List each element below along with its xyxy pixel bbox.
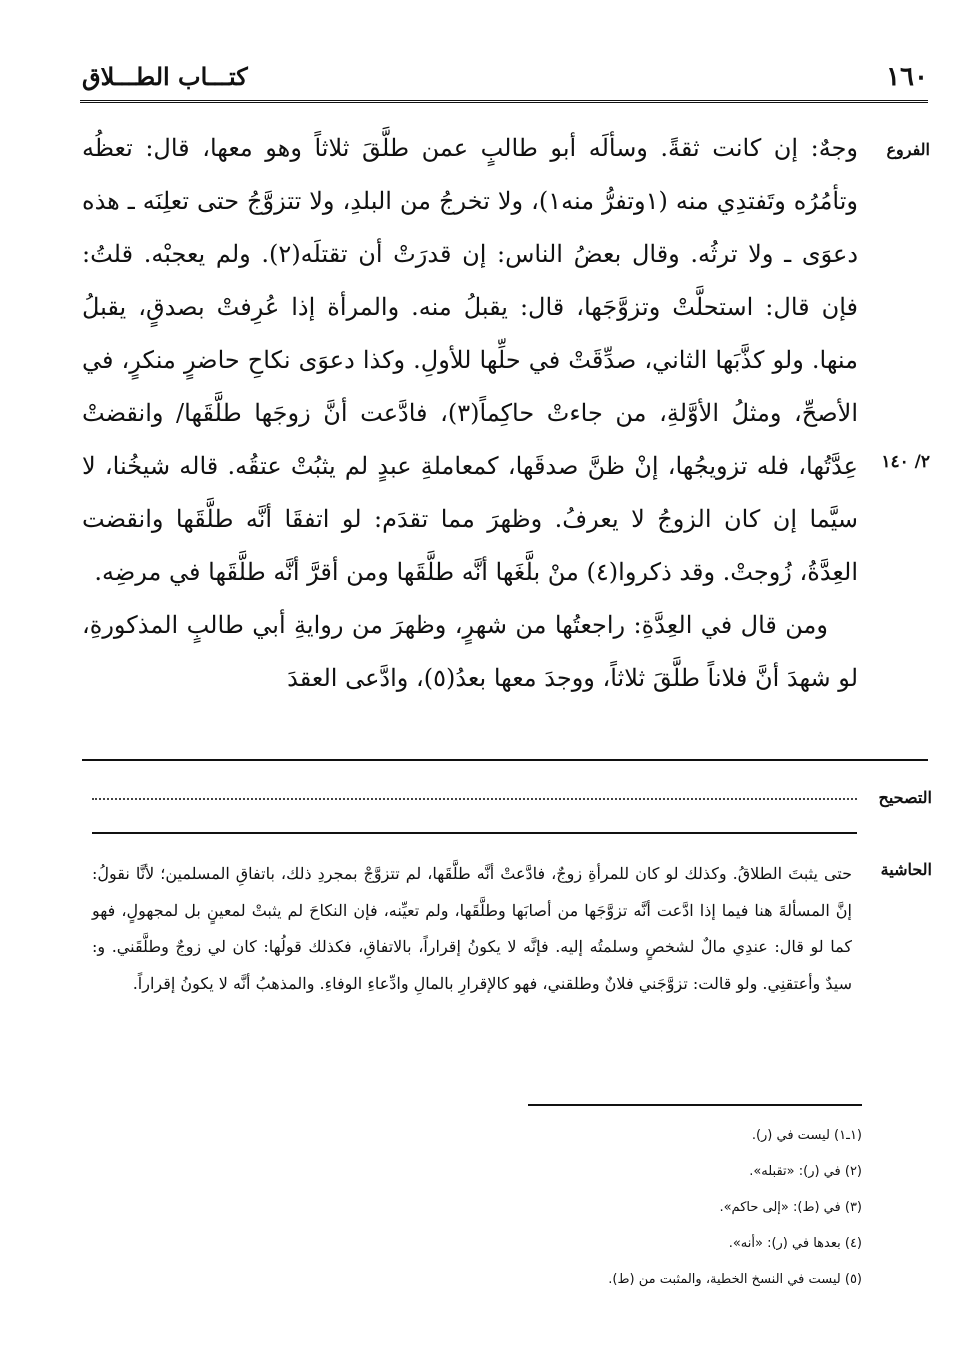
footnote: (٥) ليست في النسخ الخطية، والمثبت من (ط). bbox=[608, 1272, 862, 1287]
margin-reference: ٢/ ١٤٠ bbox=[881, 452, 930, 472]
header-divider bbox=[80, 100, 928, 103]
book-title: كتـــاب الطـــلاق bbox=[82, 62, 248, 91]
footnote: (٢) في (ر): «تقبله». bbox=[749, 1164, 862, 1179]
main-paragraph: وجهٌ: إن كانت ثقةً. وسألَه أبو طالبٍ عمن طلَّقَ ثلاثاً وهو معها، قال: تعظُه وتأمُرُه وتَفتدِي منه (١وتفرُّ منه١)، ولا تخرجُ من البلدِ، ولا تتزوَّجُ حتى تعلِنَه ـ هذه دعوَى ـ ولا ترثُه. وقال بعضُ الناس: إن قدرَتْ أن تقتلَه(٢). ولم يعجبْه. قلتُ: فإن قال: استحلَّتْ وتزوَّجَها، قال: يقبلُ منه. والمرأة إذا عُرِفتْ بصدقٍ، يقبلُ منها. ولو كذَّبَها الثاني، صدِّقَتْ في حلِّها للأولِ. وكذا دعوَى نكاحِ حاضرٍ منكرٍ، في الأصحِّ، ومثلُ الأوَّلةِ، من جاءتْ حاكِماً(٣)، فادَّعت أنَّ زوجَها طلَّقَها/ وانقضتْ عِدَّتُها، فله تزويجُها، إنْ ظنَّ صدقَها، كمعاملةِ عبدٍ لم يثبُتْ عتقُه. قاله شيخُنا، لا سيَّما إن كان الزوجُ لا يعرفُ. وظهرَ مما تقدَم: لو اتفقَا أنَّه طلَّقَها وانقضت العِدَّةُ، زُوجتْ. وقد ذكروا(٤) منْ بلَّغَها أنَّه طلَّقَها ومن أقرَّ أنَّه طلَّقَها في مرضِه. bbox=[82, 134, 859, 586]
footnote: (٤) بعدها في (ر): «أنه». bbox=[728, 1236, 862, 1251]
tashih-dotted-line bbox=[92, 798, 857, 800]
main-paragraph: ومن قال في العِدَّةِ: راجعتُها من شهرٍ، وظهرَ من روايةِ أبي طالبٍ المذكورةِ، لو شهدَ أنَّ فلاناً طلَّقَ ثلاثاً، ووجدَ معها بعدُ(٥)، وادَّعى العقدَ bbox=[82, 611, 858, 692]
tashih-label: التصحيح bbox=[878, 788, 932, 807]
footnote-divider bbox=[528, 1104, 862, 1106]
hashiya-label: الحاشية bbox=[880, 860, 932, 879]
hashiya-text: حتى يثبتَ الطلاقُ. وكذلك لو كان للمرأةِ زوجٌ، فادَّعتْ أنَّه طلَّقَها، لم تتزوَّجْ بمجردِ ذلك، باتفاقِ المسلمين؛ لأنَّا نقولُ: إنَّ المسألةَ هنا فيما إذا ادَّعت أنَّه تزوَّجَها من أصابَها وطلَّقَها، ولم تعيِّنه، فإن النكاحَ لم يثبتْ لمعينٍ بل لمجهولٍ، فهو كما لو قال: عندِي مالٌ لشخصٍ وسلمتُه إليه. فإنَّه لا يكونُ إقراراً، بالاتفاقِ، فكذلك قولُها: كان لي زوجٌ وطلَّقَني. و: سيدٌ وأعتقنِي. ولو قالت: تزوَّجَني فلانٌ وطلقني، فهو كالإقرارِ بالمالِ وادِّعاءِ الوفاءِ. والمذهبُ أنَّه لا يكونُ إقراراً. bbox=[92, 864, 853, 993]
footnote: (١ـ١) ليست في (ر). bbox=[751, 1128, 862, 1143]
footnotes bbox=[460, 1118, 862, 1298]
main-text bbox=[82, 122, 858, 705]
main-text-divider bbox=[82, 759, 928, 761]
tashih-divider bbox=[92, 832, 857, 834]
page-number: ١٦٠ bbox=[886, 62, 928, 92]
footnote: (٣) في (ط): «إلى حاكم». bbox=[719, 1200, 862, 1215]
furu-label: الفروع bbox=[886, 140, 930, 159]
